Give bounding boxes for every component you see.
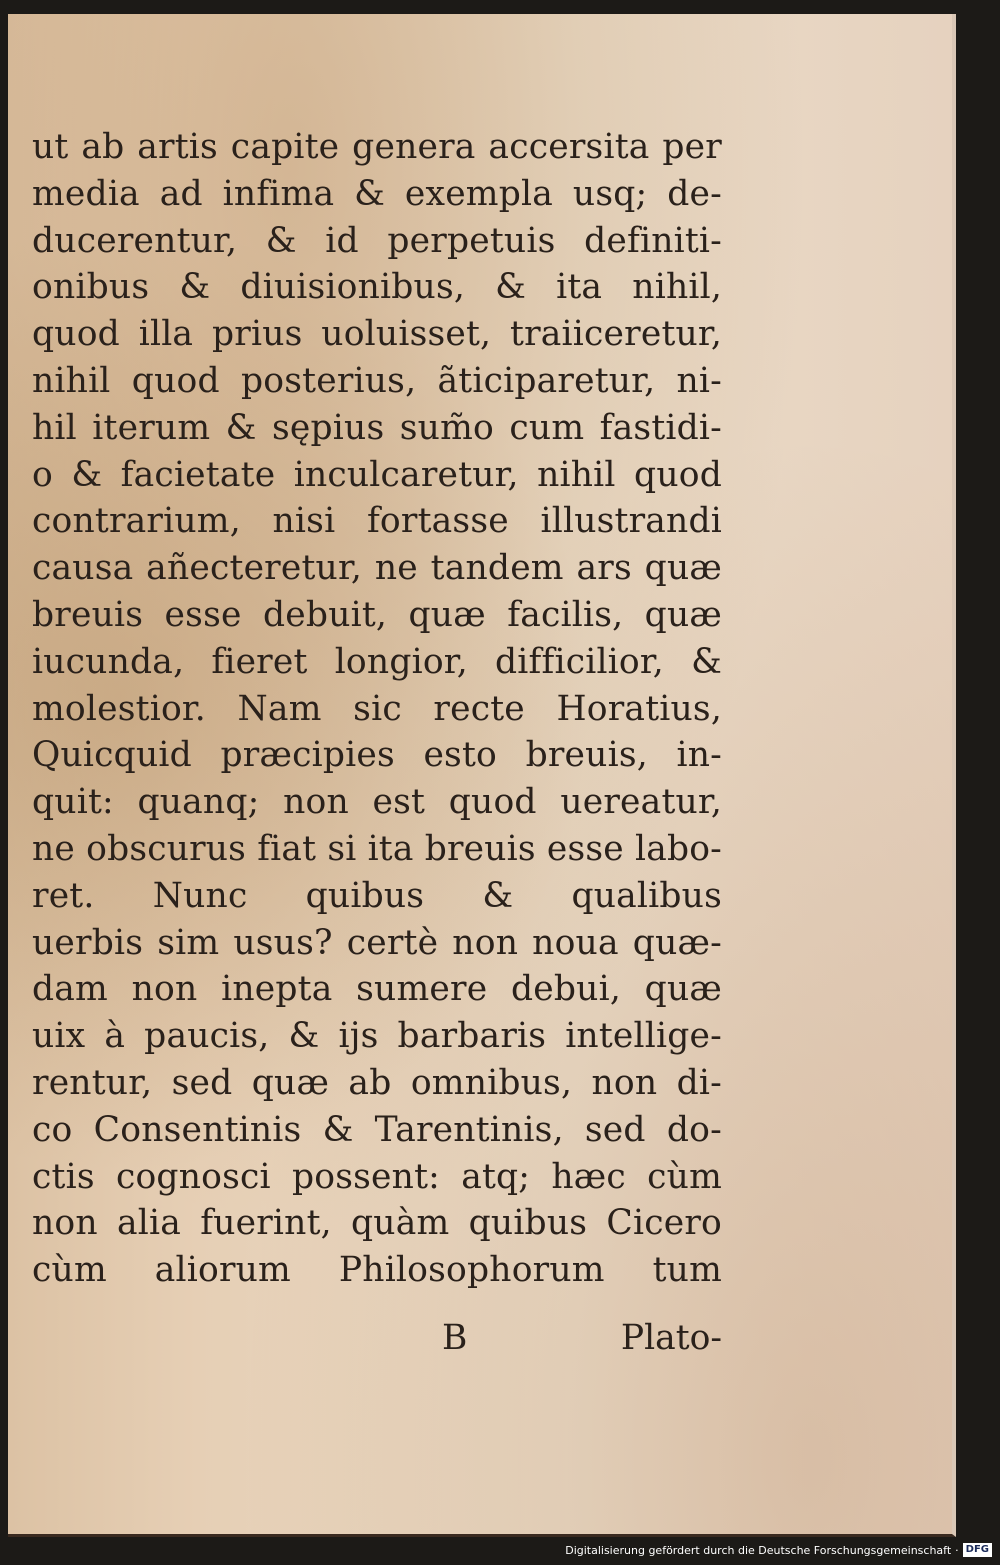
- catchword: Plato-: [620, 1318, 722, 1358]
- page-footer-line: [32, 1318, 722, 1366]
- digitization-credit: [565, 1538, 992, 1562]
- text-line: ne obscurus fiat si ita breuis esse labo-: [32, 828, 722, 869]
- credit-separator: ·: [955, 1543, 959, 1557]
- text-line: quod illa prius uoluisset, traiiceretur,: [32, 314, 722, 355]
- text-line: quit: quanq; non est quod uereatur,: [32, 782, 722, 823]
- text-line: ducerentur, & id perpetuis definiti-: [32, 220, 722, 261]
- text-line: ret. Nunc quibus & qualibus: [32, 875, 722, 916]
- text-line: molestior. Nam sic recte Horatius,: [32, 688, 722, 729]
- text-line: cùm aliorum Philosophorum tum: [32, 1250, 722, 1291]
- book-page: [8, 14, 956, 1537]
- text-line: ut ab artis capite genera accersita per: [32, 127, 722, 167]
- text-line: hil iterum & sępius sum̃o cum fastidi-: [32, 407, 722, 448]
- text-line: Quicquid præcipies esto breuis, in-: [32, 735, 722, 776]
- text-line: iucunda, fieret longior, difficilior, &: [32, 641, 722, 682]
- text-line: o & facietate inculcaretur, nihil quod: [32, 454, 722, 495]
- text-line: breuis esse debuit, quæ facilis, quæ: [32, 594, 722, 635]
- text-line: non alia fuerint, quàm quibus Cicero: [32, 1203, 722, 1244]
- text-line: uerbis sim usus? certè non noua quæ-: [32, 922, 722, 963]
- signature-mark: B: [442, 1318, 468, 1358]
- text-line: rentur, sed quæ ab omnibus, non di-: [32, 1062, 722, 1103]
- text-line: onibus & diuisionibus, & ita nihil,: [32, 267, 722, 308]
- text-line: dam non inepta sumere debui, quæ: [32, 969, 722, 1010]
- dfg-logo: DFG: [963, 1543, 992, 1557]
- page-text-block: [32, 124, 722, 1294]
- credit-text: Digitalisierung gefördert durch die Deutsche Forschungsgemeinschaft: [565, 1543, 952, 1557]
- text-line: uix à paucis, & ijs barbaris intellige-: [32, 1016, 722, 1057]
- text-line: co Consentinis & Tarentinis, sed do-: [32, 1109, 722, 1150]
- text-line: causa añecteretur, ne tandem ars quæ: [32, 548, 722, 589]
- text-line: nihil quod posterius, ãticiparetur, ni-: [32, 360, 722, 401]
- text-line: media ad infima & exempla usq; de-: [32, 173, 722, 214]
- text-line: contrarium, nisi fortasse illustrandi: [32, 501, 722, 542]
- text-line: ctis cognosci possent: atq; hæc cùm: [32, 1156, 722, 1197]
